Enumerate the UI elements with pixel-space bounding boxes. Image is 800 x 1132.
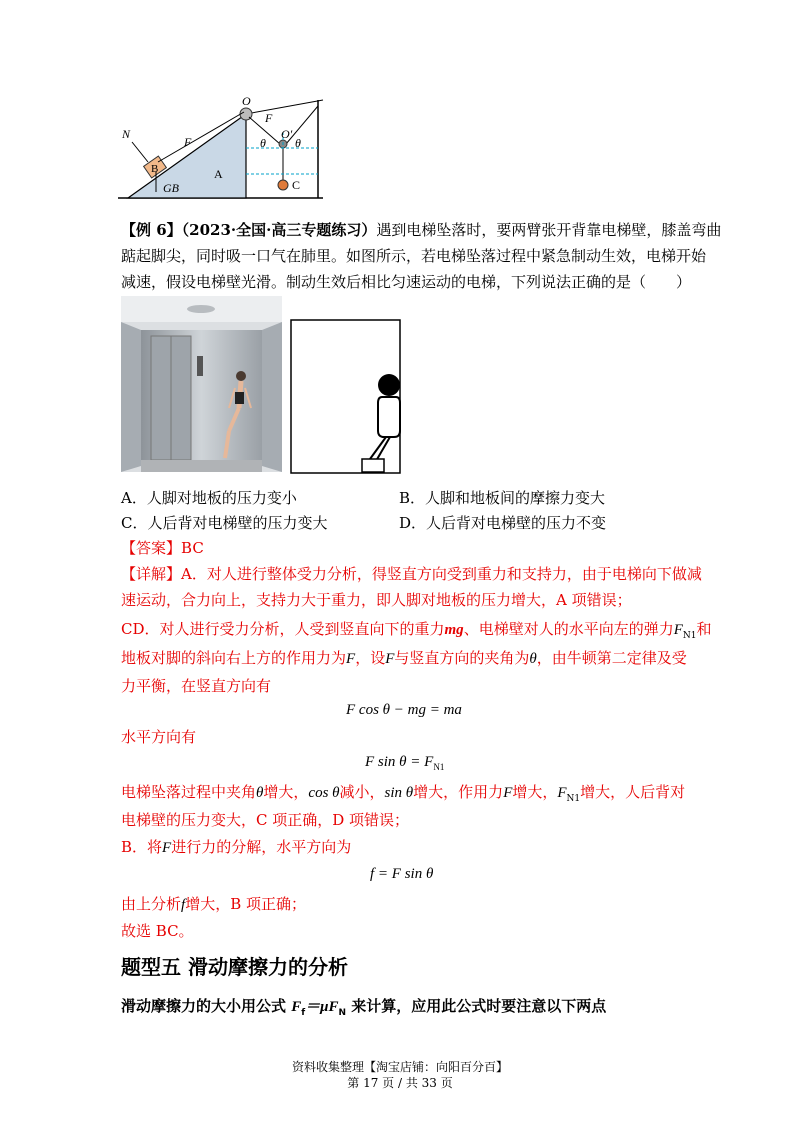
option-a: A．人脚对地板的压力变小 — [121, 489, 297, 507]
elevator-schematic — [290, 319, 402, 475]
detail-line-8: 电梯壁的压力变大，C 项正确，D 项错误； — [121, 811, 410, 829]
label-theta-right: θ — [295, 136, 301, 150]
answer-label: 【答案】 — [121, 539, 182, 557]
label-F-incline: F — [184, 135, 192, 149]
detail-line-10: 由上分析f增大，B 项正确； — [121, 895, 306, 913]
answer-line — [121, 538, 204, 558]
detail-line-6: 水平方向有 — [121, 728, 197, 746]
answer-value: BC — [181, 539, 204, 557]
detail-line-3: CD．对人进行受力分析，人受到竖直向下的重力mg、电梯壁对人的水平向左的弹力$F_{N1}$和 — [121, 620, 712, 641]
equation-friction: f = F sin θ — [370, 866, 434, 882]
detail-line-7: 电梯坠落过程中夹角θ增大，cos θ减小，sin θ增大，作用力F增大，$F_{N1}$增大，人后背对 — [121, 783, 686, 804]
label-A: A — [214, 167, 223, 181]
detail-line-5: 力平衡，在竖直方向有 — [121, 677, 272, 695]
footer-page-number: 第 17 页 / 共 33 页 — [347, 1076, 453, 1090]
detail-line-2: 速运动，合力向上，支持力大于重力，即人脚对地板的压力增大，A 项错误； — [121, 591, 632, 609]
example-tag: 【例 6】 — [121, 221, 182, 239]
label-theta-left: θ — [260, 136, 266, 150]
label-N: N — [122, 127, 131, 141]
example-source: （2023·全国·高三专题练习） — [181, 221, 377, 239]
detail-line-1: 【详解】A．对人进行整体受力分析，得竖直方向受到重力和支持力，由于电梯向下做减 — [121, 565, 702, 583]
option-c: C．人后背对电梯壁的压力变大 — [121, 514, 328, 532]
footer-source: 资料收集整理【淘宝店铺：向阳百分百】 — [291, 1060, 508, 1074]
elevator-photo — [121, 296, 282, 472]
section-subtitle: 滑动摩擦力的大小用公式 $F_f=\mu F_N$ 来计算，应用此公式时要注意以下两点 — [121, 997, 607, 1018]
example-line-2: 踮起脚尖，同时吸一口气在肺里。如图所示，若电梯坠落过程中紧急制动生效，电梯开始 — [121, 247, 707, 265]
label-B: B — [151, 163, 159, 175]
detail-line-9: B．将F进行力的分解，水平方向为 — [121, 838, 352, 856]
label-GB: GB — [163, 181, 179, 195]
example-line-1: 【例 6】（2023·全国·高三专题练习）遇到电梯坠落时，要两臂张开背靠电梯壁，膝盖弯曲 — [121, 221, 722, 239]
option-b: B．人脚和地板间的摩擦力变大 — [399, 489, 606, 507]
section-title: 题型五 滑动摩擦力的分析 — [121, 955, 348, 979]
label-F-rope: F — [265, 111, 273, 125]
detail-line-4: 地板对脚的斜向右上方的作用力为F，设F与竖直方向的夹角为θ，由牛顿第二定律及受 — [121, 649, 687, 667]
equation-horizontal: F $\sin \theta = F_{N1}$ — [365, 754, 445, 772]
equation-vertical: F cos θ − mg = ma — [346, 702, 462, 718]
example-line-3: 减速，假设电梯壁光滑。制动生效后相比匀速运动的电梯，下列说法正确的是（ ） — [121, 273, 692, 291]
label-O: O — [242, 94, 251, 108]
incline-pulley-figure — [118, 92, 328, 204]
label-C: C — [292, 178, 301, 192]
label-O-prime: O′ — [281, 127, 293, 141]
detail-line-11: 故选 BC。 — [121, 922, 194, 940]
option-d: D．人后背对电梯壁的压力不变 — [399, 514, 607, 532]
